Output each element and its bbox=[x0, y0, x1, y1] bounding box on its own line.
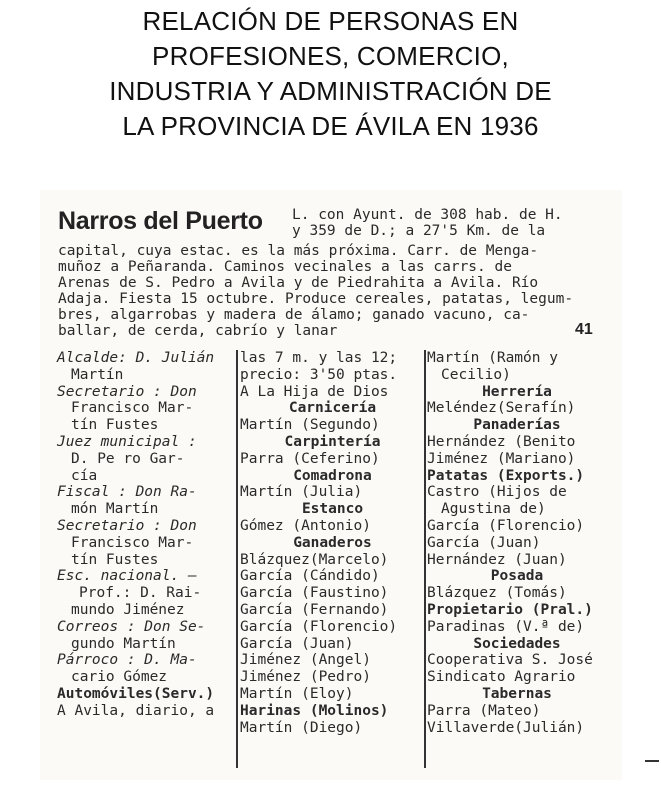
directory-line: gundo Martín bbox=[71, 635, 176, 652]
directory-line: tín Fustes bbox=[71, 417, 159, 434]
directory-line: Secretario : Don bbox=[57, 517, 197, 534]
heading-line: PROFESIONES, COMERCIO, bbox=[152, 41, 509, 71]
directory-line: Martín (Ramón y bbox=[427, 350, 558, 366]
directory-line: món Martín bbox=[71, 501, 159, 518]
directory-line: García (Florencio) bbox=[427, 517, 585, 534]
directory-line: tín Fustes bbox=[71, 551, 159, 568]
section-heading: Posada bbox=[490, 568, 544, 585]
directory-line: García (Juan) bbox=[240, 635, 354, 652]
description-line: muñoz a Peñaranda. Caminos vecinales a las carrs. de bbox=[58, 259, 512, 275]
directory-line: Villaverde(Julián) bbox=[427, 719, 585, 736]
directory-line: Correos : Don Se- bbox=[57, 618, 206, 635]
directory-line: Martín (Diego) bbox=[240, 719, 363, 736]
directory-line: García (Florencio) bbox=[240, 618, 398, 635]
directory-line: Martín (Eloy) bbox=[240, 685, 354, 702]
section-heading: Carpintería bbox=[284, 433, 381, 450]
directory-line: Francisco Mar- bbox=[71, 534, 194, 551]
directory-line: García (Fernando) bbox=[240, 601, 389, 618]
directory-line: cario Gómez bbox=[71, 669, 168, 686]
directory-line: García (Faustino) bbox=[240, 585, 389, 602]
document-heading bbox=[0, 4, 661, 144]
section-heading: Herrería bbox=[482, 383, 552, 400]
directory-line: Esc. nacional. — bbox=[57, 568, 197, 585]
directory-line: A La Hija de Dios bbox=[240, 383, 389, 400]
directory-line: Jiménez (Angel) bbox=[240, 652, 371, 669]
directory-line: Parra (Ceferino) bbox=[240, 450, 380, 467]
directory-line: Alcalde: D. Julián bbox=[57, 350, 215, 366]
directory-line: mundo Jiménez bbox=[71, 601, 185, 618]
directory-line: Propietario (Pral.) bbox=[427, 601, 593, 618]
description-line: y 359 de D.; a 27'5 Km. de la bbox=[292, 223, 546, 239]
directory-line: Martín (Julia) bbox=[240, 484, 363, 501]
heading-line: LA PROVINCIA DE ÁVILA EN 1936 bbox=[122, 111, 539, 141]
directory-line: Parra (Mateo) bbox=[427, 702, 541, 719]
directory-line: García (Juan) bbox=[427, 534, 541, 551]
directory-line: Secretario : Don bbox=[57, 383, 197, 400]
directory-line: Cooperativa S. José bbox=[427, 652, 593, 669]
directory-line: las 7 m. y las 12; bbox=[240, 350, 398, 366]
directory-line: Sindicato Agrario bbox=[427, 669, 576, 686]
directory-line: Castro (Hijos de bbox=[427, 484, 567, 501]
section-heading: Estanco bbox=[301, 501, 364, 518]
directory-line: Juez municipal : bbox=[57, 433, 197, 450]
directory-line: Jiménez (Pedro) bbox=[240, 669, 371, 686]
page-number: 41 bbox=[575, 321, 593, 338]
section-heading: Tabernas bbox=[482, 685, 552, 702]
scan-edge-mark bbox=[645, 760, 659, 762]
directory-line: Francisco Mar- bbox=[71, 400, 194, 417]
directory-line: Harinas (Molinos) bbox=[240, 702, 389, 719]
directory-line: García (Cándido) bbox=[240, 568, 380, 585]
column-divider bbox=[236, 350, 238, 768]
directory-line: Fiscal : Don Ra- bbox=[57, 484, 197, 501]
section-heading: Sociedades bbox=[473, 635, 561, 652]
directory-line: A Avila, diario, a bbox=[57, 702, 215, 719]
directory-line: Cecilio) bbox=[441, 366, 511, 383]
description-line: bres, algarrobas y madera de álamo; ganado vacuno, ca- bbox=[58, 307, 530, 323]
directory-line: Paradinas (V.ª de) bbox=[427, 618, 585, 635]
heading-line: RELACIÓN DE PERSONAS EN bbox=[142, 6, 519, 36]
directory-line: Agustina de) bbox=[441, 501, 546, 518]
directory-line: Gómez (Antonio) bbox=[240, 517, 371, 534]
directory-line: D. Pe ro Gar- bbox=[71, 450, 185, 467]
description-line: Arenas de S. Pedro a Avila y de Piedrahita a Avila. Río bbox=[58, 275, 539, 291]
description-line: capital, cuya estac. es la más próxima. Carr. de Menga- bbox=[58, 243, 539, 259]
column-officials bbox=[57, 350, 235, 720]
directory-line: precio: 3'50 ptas. bbox=[240, 366, 398, 383]
section-heading: Comadrona bbox=[293, 467, 372, 484]
place-name: Narros del Puerto bbox=[58, 207, 263, 235]
directory-line: Meléndez(Serafín) bbox=[427, 400, 576, 417]
section-heading: Panaderías bbox=[473, 417, 561, 434]
directory-line: Hernández (Juan) bbox=[427, 551, 567, 568]
directory-line: Hernández (Benito bbox=[427, 433, 576, 450]
directory-line: Párroco : D. Ma- bbox=[57, 652, 197, 669]
column-trades-right bbox=[427, 350, 607, 736]
description-line: ballar, de cerda, cabrío y lanar bbox=[58, 323, 338, 339]
directory-line: Jiménez (Mariano) bbox=[427, 450, 576, 467]
directory-line: Automóviles(Serv.) bbox=[57, 685, 215, 702]
directory-line: cía bbox=[71, 467, 98, 484]
description-line: Adaja. Fiesta 15 octubre. Produce cereales, patatas, legum- bbox=[58, 291, 574, 307]
heading-line: INDUSTRIA Y ADMINISTRACIÓN DE bbox=[109, 76, 552, 106]
directory-line: Patatas (Exports.) bbox=[427, 467, 585, 484]
directory-line: Martín bbox=[71, 366, 124, 383]
directory-line: Prof.: D. Rai- bbox=[79, 585, 202, 602]
directory-line: Martín (Segundo) bbox=[240, 417, 380, 434]
section-heading: Carnicería bbox=[288, 400, 377, 417]
column-trades-middle bbox=[240, 350, 425, 736]
description-line: L. con Ayunt. de 308 hab. de H. bbox=[292, 207, 563, 223]
section-heading: Ganaderos bbox=[293, 534, 372, 551]
directory-line: Blázquez (Tomás) bbox=[427, 585, 567, 602]
directory-line: Blázquez(Marcelo) bbox=[240, 551, 389, 568]
